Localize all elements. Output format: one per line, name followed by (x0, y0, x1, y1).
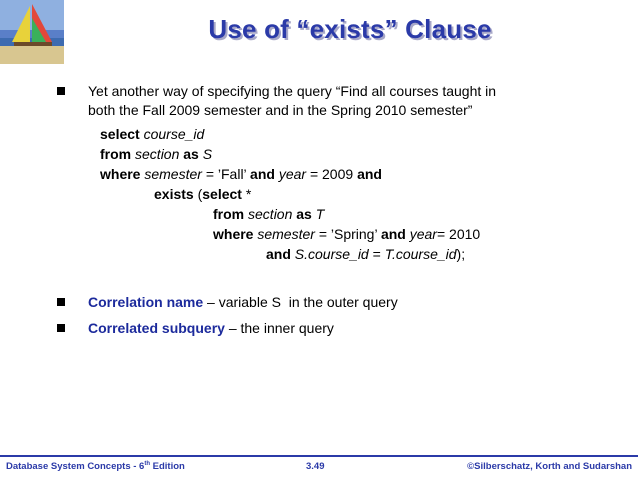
bullet-square-icon (57, 87, 65, 95)
footer-page-number: 3.49 (306, 461, 325, 472)
bullet-1-line-2: both the Fall 2009 semester and in the Spring 2010 semester” (88, 102, 473, 118)
footer-copyright: ©Silberschatz, Korth and Sudarshan (467, 461, 632, 472)
bullet-correlated-subquery: Correlated subquery – the inner query (88, 320, 334, 336)
sql-line-6: where semester = ’Spring’ and year= 2010 (213, 226, 481, 242)
sql-line-1: select course_id (100, 126, 205, 142)
bullet-square-icon (57, 298, 65, 306)
sailboat-logo-icon (0, 0, 64, 64)
bullet-correlation-name: Correlation name – variable S in the outer query (88, 294, 398, 310)
sql-line-7: and S.course_id = T.course_id); (266, 246, 466, 262)
slide-title: Use of “exists” Clause (208, 14, 492, 44)
sql-line-3: where semester = ’Fall’ and year = 2009 and (100, 166, 382, 182)
sql-line-4: exists (select * (154, 186, 252, 202)
bullet-square-icon (57, 324, 65, 332)
footer-book-title: Database System Concepts - 6th Edition (6, 461, 185, 473)
bullet-1-line-1: Yet another way of specifying the query “Find all courses taught in (88, 83, 497, 99)
sql-line-2: from section as S (100, 146, 213, 162)
footer-rule (0, 455, 638, 457)
sql-line-5: from section as T (213, 206, 325, 222)
